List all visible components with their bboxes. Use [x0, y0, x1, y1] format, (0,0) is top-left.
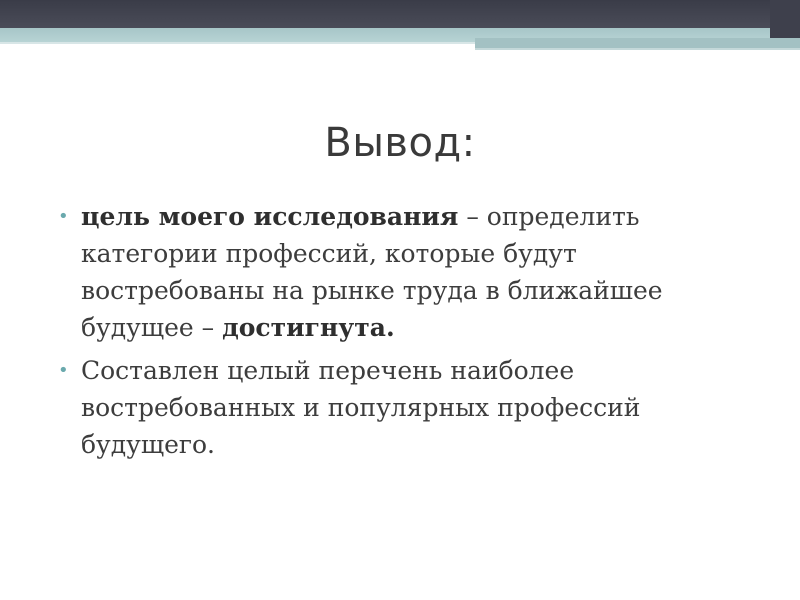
bullet-list — [56, 198, 756, 469]
goal-bold-lead: цель моего исследования — [81, 202, 459, 231]
bullet-icon: • — [58, 360, 69, 381]
header-band-tab — [770, 0, 800, 40]
list-text: Составлен целый перечень наиболее востребованных и популярных профессий будущего. — [81, 356, 641, 459]
goal-bold-end: достигнута. — [222, 313, 395, 342]
goal-text: – определить категории профессий, которые будут востребованы на рынке труда в ближайшее будущее – — [81, 202, 663, 342]
header-band-line — [475, 48, 800, 50]
header-band-dark — [0, 0, 800, 28]
header-band-teal-accent — [475, 38, 800, 48]
bullet-icon: • — [58, 206, 69, 227]
bullet-item-list — [56, 352, 756, 463]
slide-title: Вывод: — [324, 120, 476, 166]
bullet-item-goal — [56, 198, 756, 346]
header-band-thin — [0, 42, 475, 44]
